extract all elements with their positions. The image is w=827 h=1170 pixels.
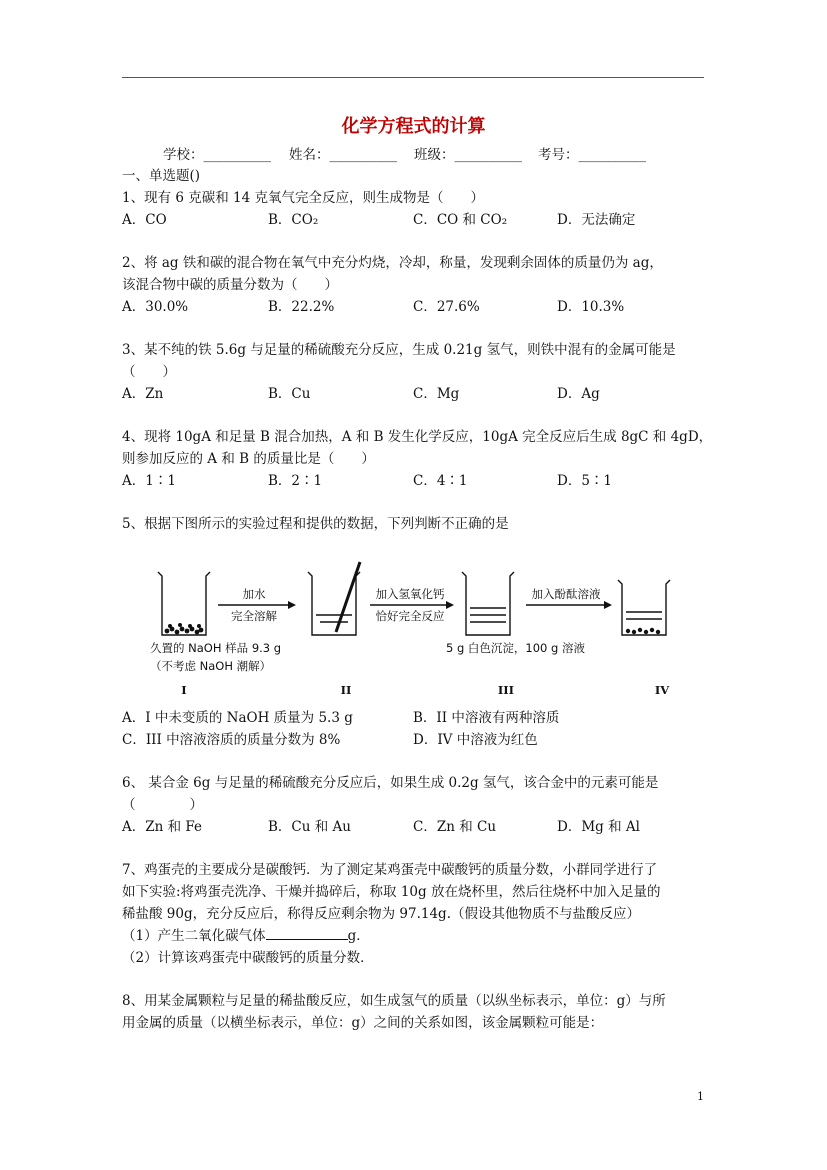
- q4-option-c: C．4∶1: [413, 473, 468, 489]
- q1-option-d: D．无法确定: [557, 212, 636, 228]
- label-dissolve: 完全溶解: [231, 609, 277, 623]
- q2-option-d: D．10.3%: [557, 299, 625, 315]
- header-rule: [122, 77, 704, 78]
- label-add-caoh: 加入氢氧化钙: [375, 587, 445, 601]
- q2-option-c: C．27.6%: [413, 299, 480, 315]
- q8-stem-line1: 8、用某金属颗粒与足量的稀盐酸反应，如生成氢气的质量（以纵坐标表示，单位：g）与所: [122, 993, 666, 1009]
- q4-option-a: A．1∶1: [122, 473, 176, 489]
- q6-option-d: D．Mg 和 Al: [557, 819, 640, 835]
- beaker-1-icon: [158, 572, 210, 635]
- q7-stem-line3: 稀盐酸 90g，充分反应后，称得反应剩余物为 97.14g.（假设其他物质不与盐酸反应）: [122, 906, 640, 922]
- q7-stem-line1: 7、鸡蛋壳的主要成分是碳酸钙．为了测定某鸡蛋壳中碳酸钙的质量分数，小群同学进行了: [122, 862, 658, 878]
- q7-stem-line2: 如下实验:将鸡蛋壳洗净、干燥并捣碎后，称取 10g 放在烧杯里，然后往烧杯中加入足量的: [122, 884, 661, 900]
- label-stage-1: I: [181, 683, 187, 697]
- q6-option-c: C．Zn 和 Cu: [413, 819, 497, 835]
- q6-option-b: B．Cu 和 Au: [268, 819, 351, 835]
- label-exact-reaction: 恰好完全反应: [375, 609, 445, 623]
- beaker-4-icon: [618, 580, 670, 635]
- q6-option-a: A．Zn 和 Fe: [122, 819, 203, 835]
- q5-option-a: A．I 中未变质的 NaOH 质量为 5.3 g: [122, 710, 353, 726]
- q1-option-b: B．CO₂: [268, 212, 319, 228]
- q1-stem: 1、现有 6 克碳和 14 克氧气完全反应，则生成物是（ ）: [122, 190, 485, 206]
- q6-stem-line2: （ ）: [122, 797, 203, 813]
- q7-sub1-text: （1）产生二氧化碳气体: [122, 928, 266, 944]
- section-heading: 一、单选题(): [122, 168, 201, 184]
- q4-option-b: B．2∶1: [268, 473, 323, 489]
- label-stage-4: IV: [654, 683, 670, 697]
- label-add-water: 加水: [242, 587, 266, 601]
- q3-stem-line2: （ ）: [122, 364, 176, 380]
- q1-option-c: C．CO 和 CO₂: [413, 212, 508, 228]
- experiment-diagram: [150, 560, 680, 700]
- q7-subquestion-2: （2）计算该鸡蛋壳中碳酸钙的质量分数．: [122, 950, 374, 966]
- label-result: 5 g 白色沉淀，100 g 溶液: [446, 641, 585, 655]
- class-field: 班级：__________: [414, 147, 522, 163]
- q2-stem-line1: 2、将 ag 铁和碳的混合物在氧气中充分灼烧，冷却，称量，发现剩余固体的质量仍为 ag，: [122, 255, 663, 271]
- q3-stem-line1: 3、某不纯的铁 5.6g 与足量的稀硫酸充分反应，生成 0.21g 氢气，则铁中混有的金属可能是: [122, 342, 676, 358]
- q5-option-d: D．IV 中溶液为红色: [413, 732, 538, 748]
- q3-option-b: B．Cu: [268, 386, 311, 402]
- q4-option-d: D．5∶1: [557, 473, 613, 489]
- q5-option-b: B．II 中溶液有两种溶质: [413, 710, 560, 726]
- q3-option-c: C．Mg: [413, 386, 460, 402]
- label-note: （不考虑 NaOH 潮解）: [150, 659, 272, 673]
- label-stage-2: II: [340, 683, 352, 697]
- experiment-figure: [150, 560, 680, 700]
- q2-stem-line2: 该混合物中碳的质量分数为（ ）: [122, 277, 338, 293]
- q7-sub1-unit: g．: [347, 928, 370, 944]
- q2-option-a: A．30.0%: [122, 299, 189, 315]
- sample-solid-icon: [165, 623, 204, 634]
- q3-option-d: D．Ag: [557, 386, 600, 402]
- q2-option-b: B．22.2%: [268, 299, 335, 315]
- q4-stem-line1: 4、现将 10gA 和足量 B 混合加热，A 和 B 发生化学反应，10gA 完全反应后生成 8gC 和 4gD，: [122, 429, 713, 445]
- exam-number-field: 考号：__________: [538, 147, 646, 163]
- q8-stem-line2: 用金属的质量（以横坐标表示，单位：g）之间的关系如图，该金属颗粒可能是：: [122, 1015, 604, 1031]
- page-number: 1: [697, 1090, 704, 1103]
- q6-stem-line1: 6、 某合金 6g 与足量的稀硫酸充分反应后，如果生成 0.2g 氢气，该合金中的元素可能是: [122, 775, 659, 791]
- q7-subquestion-1: [122, 926, 370, 946]
- q5-stem: 5、根据下图所示的实验过程和提供的数据，下列判断不正确的是: [122, 516, 509, 532]
- label-stage-3: III: [497, 683, 515, 697]
- label-sample: 久置的 NaOH 样品 9.3 g: [150, 641, 282, 655]
- page-title: 化学方程式的计算: [341, 116, 486, 137]
- q3-option-a: A．Zn: [122, 386, 164, 402]
- q5-option-c: C．III 中溶液溶质的质量分数为 8%: [122, 732, 341, 748]
- label-add-phenolphthalein: 加入酚酞溶液: [531, 587, 601, 601]
- name-field: 姓名：__________: [289, 147, 397, 163]
- beaker-3-icon: [462, 572, 514, 635]
- q1-option-a: A．CO: [122, 212, 167, 228]
- q7-answer-blank[interactable]: [266, 926, 348, 940]
- precipitate-icon: [626, 628, 660, 634]
- school-field: 学校：__________: [163, 147, 271, 163]
- q4-stem-line2: 则参加反应的 A 和 B 的质量比是（ ）: [122, 451, 375, 467]
